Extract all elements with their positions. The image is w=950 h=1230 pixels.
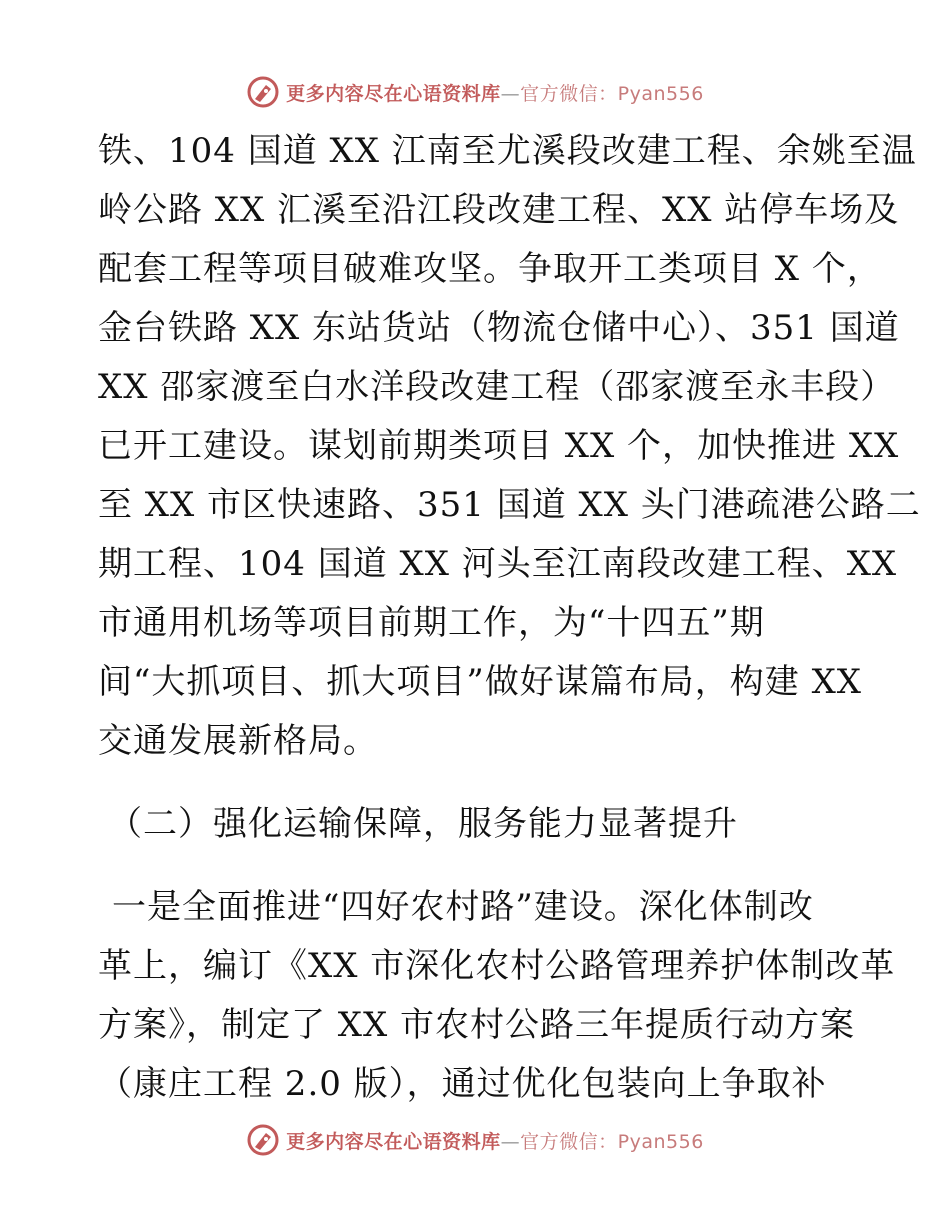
watermark-dash: — [500,1130,521,1153]
text-line: 一是全面推进“四好农村路”建设。深化体制改 [112,887,814,927]
pen-nib-circle-icon [246,1123,280,1157]
paragraph-project-progress [98,122,921,771]
watermark-wechat: 官方微信：Pyan556 [520,82,704,105]
text-line: 期工程、104 国道 XX 河头至江南段改建工程、XX [98,544,898,584]
text-line: 革上，编订《XX 市深化农村公路管理养护体制改革 [98,946,896,986]
text-line: 配套工程等项目破难攻坚。争取开工类项目 X 个， [98,249,882,289]
footer-watermark-banner [0,1118,950,1162]
paragraph-rural-roads [98,878,896,1114]
watermark-site-name: 更多内容尽在心语资料库 [286,82,501,105]
text-line: 方案》，制定了 XX 市农村公路三年提质行动方案 [98,1005,856,1045]
watermark-site-name: 更多内容尽在心语资料库 [286,1130,501,1153]
text-line: 交通发展新格局。 [98,721,378,761]
paragraph-spacer [98,854,858,878]
header-watermark-banner [0,70,950,114]
watermark-text [286,79,704,106]
text-line: （康庄工程 2.0 版），通过优化包装向上争取补 [98,1064,827,1104]
text-line: 市通用机场等项目前期工作，为“十四五”期 [98,603,765,643]
text-line: 金台铁路 XX 东站货站（物流仓储中心）、351 国道 [98,308,900,348]
section-heading: （二）强化运输保障，服务能力显著提升 [108,804,738,844]
text-line: XX 邵家渡至白水洋段改建工程（邵家渡至永丰段） [98,367,896,407]
text-line: 间“大抓项目、抓大项目”做好谋篇布局，构建 XX [98,662,862,702]
text-line: 已开工建设。谋划前期类项目 XX 个，加快推进 XX [98,426,900,466]
watermark-text [286,1127,704,1154]
text-line: 岭公路 XX 汇溪至沿江段改建工程、XX 站停车场及 [98,190,900,230]
watermark-dash: — [500,82,521,105]
paragraph-spacer [98,771,858,795]
document-body [98,122,921,1114]
text-line: 至 XX 市区快速路、351 国道 XX 头门港疏港公路二 [98,485,921,525]
text-line: 铁、104 国道 XX 江南至尤溪段改建工程、余姚至温 [98,131,917,171]
watermark-wechat: 官方微信：Pyan556 [520,1130,704,1153]
pen-nib-circle-icon [246,75,280,109]
